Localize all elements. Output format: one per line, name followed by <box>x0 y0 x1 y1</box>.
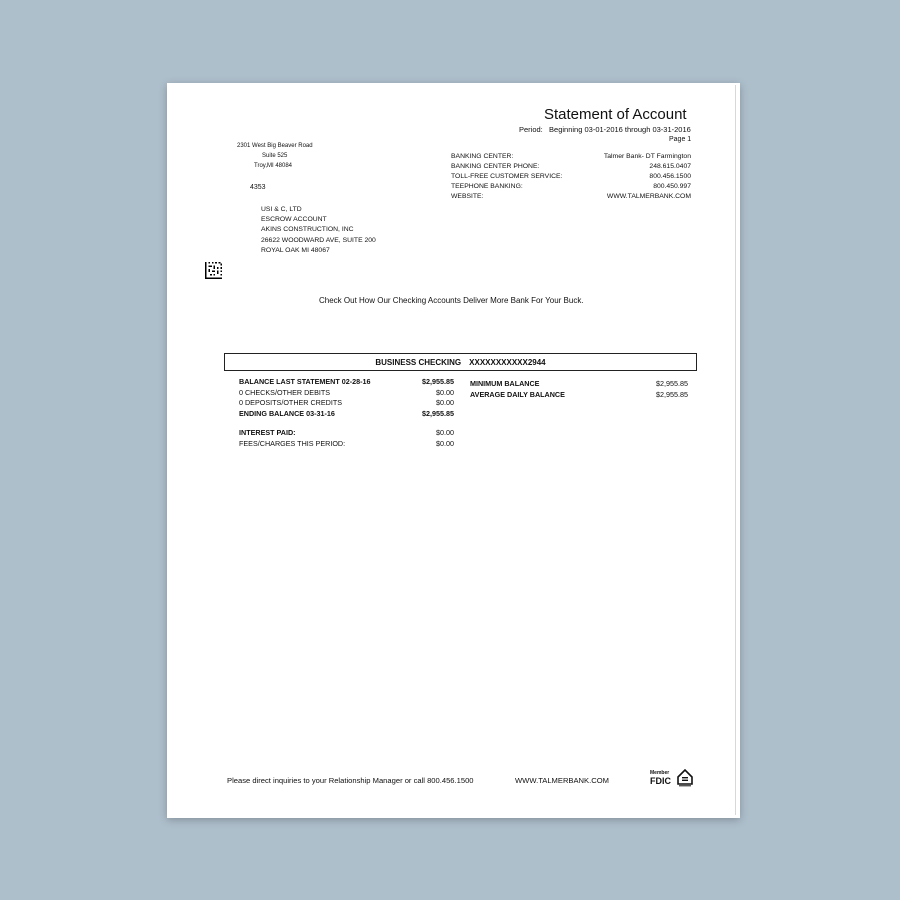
equal-housing-lender-icon <box>677 769 693 787</box>
bank-info-value: Talmer Bank- DT Farmington <box>603 153 691 160</box>
period-value: Beginning 03-01-2016 through 03-31-2016 <box>549 125 691 134</box>
bank-info-value: 800.456.1500 <box>649 173 691 180</box>
footer-url: WWW.TALMERBANK.COM <box>515 776 609 785</box>
fdic-text: FDIC <box>650 776 671 786</box>
deposits-label: 0 DEPOSITS/OTHER CREDITS <box>239 398 343 407</box>
ending-balance-value: $2,955.85 <box>422 408 454 418</box>
bank-info-row <box>451 192 691 202</box>
fees-label: FEES/CHARGES THIS PERIOD: <box>239 438 346 448</box>
interest-row <box>239 428 454 439</box>
balance-last-value: $2,955.85 <box>422 377 454 386</box>
recipient-line: AKINS CONSTRUCTION, INC <box>261 226 354 234</box>
balance-last-label: BALANCE LAST STATEMENT 02-28-16 <box>239 377 371 386</box>
balance-last-row <box>239 377 454 388</box>
checks-row <box>239 388 454 399</box>
deposits-row <box>239 398 454 409</box>
fees-row <box>239 439 454 450</box>
checks-value: $0.00 <box>436 387 454 397</box>
avg-balance-row <box>470 390 688 401</box>
recipient-address <box>261 205 376 256</box>
bank-info-row <box>451 162 691 172</box>
statement-period <box>519 125 691 134</box>
avg-balance-label: AVERAGE DAILY BALANCE <box>470 389 565 399</box>
bank-info-label: TEEPHONE BANKING: <box>451 183 523 190</box>
page-edge <box>735 85 736 815</box>
bank-info-label: WEBSITE: <box>451 193 484 200</box>
recipient-line: ROYAL OAK MI 48067 <box>261 246 330 254</box>
footer-inquiry: Please direct inquiries to your Relationship Manager or call 800.456.1500 <box>227 776 474 785</box>
bank-info-row <box>451 172 691 182</box>
bank-info-block <box>451 152 691 202</box>
ending-balance-label: ENDING BALANCE 03-31-16 <box>239 408 335 418</box>
bank-info-value: 248.615.0407 <box>649 163 691 170</box>
datamatrix-barcode-icon <box>205 262 222 279</box>
page-number: Page 1 <box>669 136 692 143</box>
statement-title: Statement of Account <box>544 106 687 123</box>
recipient-line: ESCROW ACCOUNT <box>261 216 327 224</box>
ending-balance-row <box>239 409 454 420</box>
bank-info-row <box>451 182 691 192</box>
min-balance-value: $2,955.85 <box>656 379 688 388</box>
return-address-line3: Troy,MI 48084 <box>254 163 293 169</box>
interest-label: INTEREST PAID: <box>239 428 296 437</box>
account-number: XXXXXXXXXXX2944 <box>469 357 546 367</box>
account-type: BUSINESS CHECKING <box>375 357 462 367</box>
fdic-logo <box>650 771 671 786</box>
min-balance-row <box>470 379 688 390</box>
fees-value: $0.00 <box>436 438 454 448</box>
deposits-value: $0.00 <box>436 398 454 407</box>
recipient-line: USI & C, LTD <box>261 206 302 213</box>
bank-info-label: BANKING CENTER PHONE: <box>451 163 540 170</box>
routing-code: 4353 <box>250 184 266 191</box>
interest-value: $0.00 <box>436 428 454 437</box>
bank-info-value: 800.450.997 <box>653 183 691 190</box>
recipient-line: 26622 WOODWARD AVE, SUITE 200 <box>261 236 376 244</box>
bank-info-label: BANKING CENTER: <box>451 153 514 160</box>
bank-info-label: TOLL-FREE CUSTOMER SERVICE: <box>451 173 563 180</box>
bank-info-row <box>451 152 691 162</box>
balance-summary <box>239 377 454 449</box>
return-address-line1: 2301 West Big Beaver Road <box>237 143 313 149</box>
period-label: Period: <box>519 125 543 134</box>
avg-balance-value: $2,955.85 <box>656 389 688 399</box>
account-header <box>224 353 697 371</box>
checks-label: 0 CHECKS/OTHER DEBITS <box>239 387 331 397</box>
bank-info-value: WWW.TALMERBANK.COM <box>606 193 691 200</box>
balance-stats <box>470 379 688 400</box>
statement-page <box>167 83 740 818</box>
return-address-line2: Suite 525 <box>262 153 288 159</box>
promo-message: Check Out How Our Checking Accounts Deliver More Bank For Your Buck. <box>319 296 584 305</box>
min-balance-label: MINIMUM BALANCE <box>470 379 540 388</box>
fdic-member-text: Member <box>650 770 670 776</box>
